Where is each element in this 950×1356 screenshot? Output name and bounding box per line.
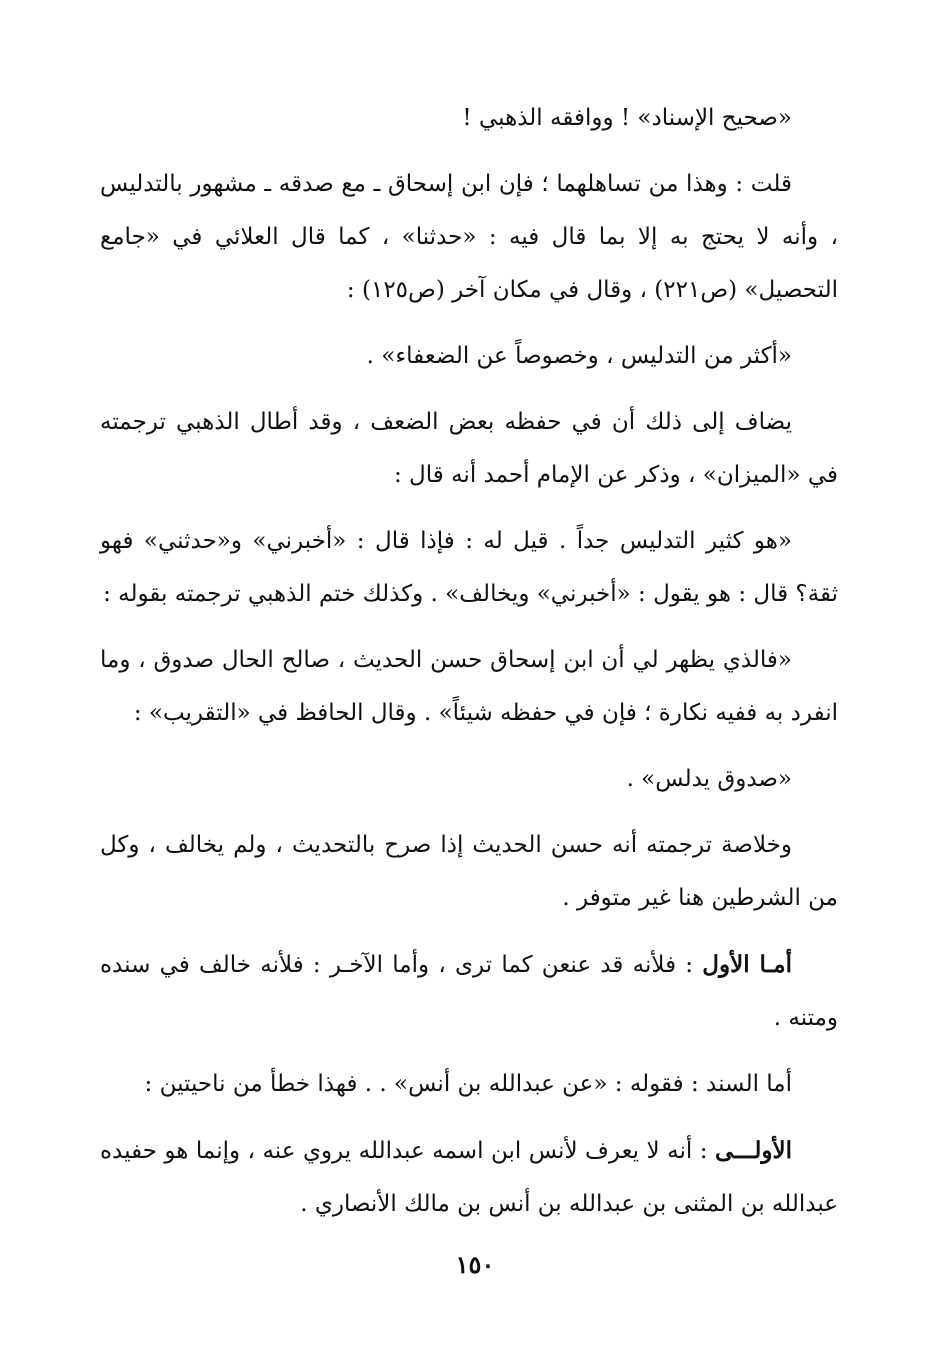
paragraph-9-text: : فلأنه قد عنعن كما ترى ، وأما الآخـر : فلأنه خالف في سنده ومتنه .: [100, 952, 838, 1031]
paragraph-10-text: أما السند : فقوله : «عن عبدالله بن أنس» . . فهذا خطأ من ناحيتين :: [144, 1071, 792, 1097]
paragraph-4: [100, 396, 838, 502]
paragraph-1-text: «صحيح الإسناد» ! ووافقه الذهبي !: [462, 105, 792, 131]
page-number: ١٥٠: [455, 1250, 495, 1279]
paragraph-5-quote: [100, 515, 838, 621]
paragraph-4-text: يضاف إلى ذلك أن في حفظه بعض الضعف ، وقد أطال الذهبي ترجمته في «الميزان» ، وذكر عن الإمام أحمد أنه قال :: [100, 409, 838, 488]
paragraph-1: [100, 92, 838, 145]
paragraph-8: [100, 819, 838, 925]
paragraph-2-text: قلت : وهذا من تساهلهما ؛ فإن ابن إسحاق ـ مع صدقه ـ مشهور بالتدليس ، وأنه لا يحتج به إلا بما قال فيه : «حدثنا» ، كما قال العلائي في «جامع التحصيل» (ص٢٢١) ، وقال في مكان آخر (ص١٢٥) :: [100, 171, 838, 303]
paragraph-10: [100, 1058, 838, 1111]
paragraph-3-quote: [100, 330, 838, 383]
paragraph-7-quote: [100, 753, 838, 806]
page-body: [100, 92, 838, 1244]
paragraph-11: [100, 1124, 838, 1231]
paragraph-3-text: «أكثر من التدليس ، وخصوصاً عن الضعفاء» .: [366, 343, 792, 369]
paragraph-8-text: وخلاصة ترجمته أنه حسن الحديث إذا صرح بالتحديث ، ولم يخالف ، وكل من الشرطين هنا غير متوفر .: [100, 832, 838, 911]
paragraph-11-text: : أنه لا يعرف لأنس ابن اسمه عبدالله يروي عنه ، وإنما هو حفيده عبدالله بن المثنى بن عبدالله بن أنس بن مالك الأنصاري .: [100, 1138, 838, 1217]
paragraph-7-text: «صدوق يدلس» .: [626, 766, 792, 792]
paragraph-6-quote: [100, 634, 838, 740]
paragraph-5-text: «هو كثير التدليس جداً . قيل له : فإذا قال : «أخبرني» و«حدثني» فهو ثقة؟ قال : هو يقول : «أخبرني» ويخالف» . وكذلك ختم الذهبي ترجمته بقوله :: [100, 528, 838, 607]
paragraph-9: [100, 938, 838, 1045]
paragraph-9-lead: أمـا الأول: [702, 951, 792, 978]
paragraph-6-text: «فالذي يظهر لي أن ابن إسحاق حسن الحديث ، صالح الحال صدوق ، وما انفرد به ففيه نكارة ؛ فإن في حفظه شيئاً» . وقال الحافظ في «التقريب» :: [100, 647, 838, 726]
paragraph-11-lead: الأولـــى: [714, 1137, 792, 1164]
paragraph-2: [100, 158, 838, 317]
